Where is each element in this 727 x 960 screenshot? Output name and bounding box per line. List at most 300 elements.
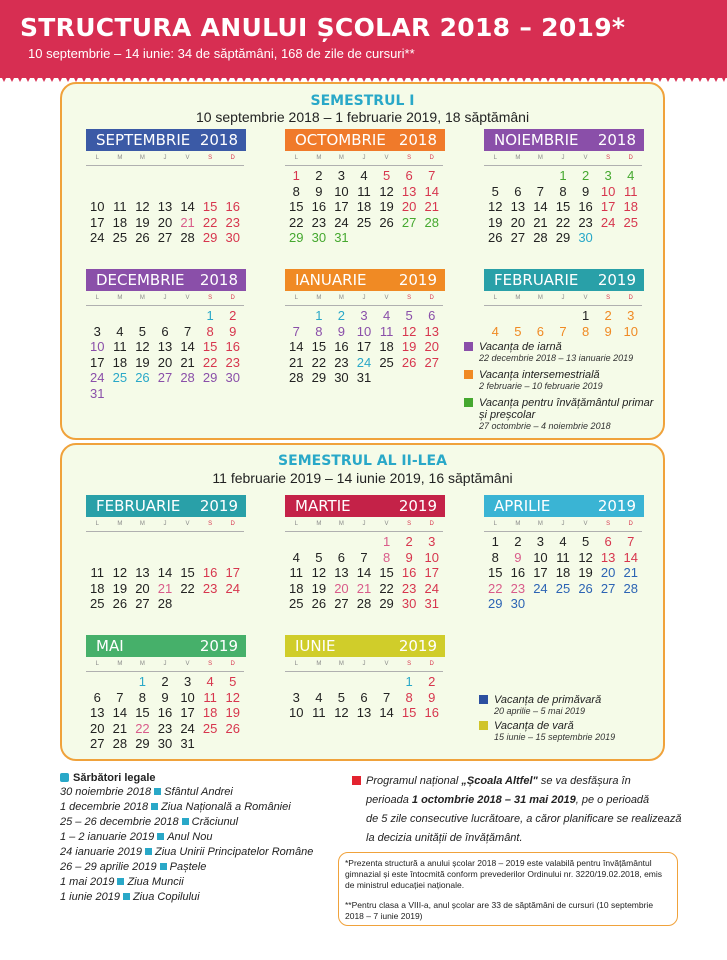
day-cell: 7 — [116, 689, 124, 705]
day-cell: 28 — [623, 580, 638, 596]
day-cell: 18 — [289, 580, 304, 596]
day-cell: 15 — [180, 565, 195, 580]
day-cell: 23 — [401, 580, 417, 596]
weekday-row — [285, 151, 443, 166]
day-cell: 19 — [401, 339, 417, 354]
day-cell: 7 — [627, 534, 635, 549]
day-cell: 28 — [533, 230, 548, 245]
weekday-label: J — [561, 295, 565, 301]
weekday-label: J — [163, 661, 167, 667]
weekday-label: J — [163, 521, 167, 527]
legend-title: Vacanța intersemestrială — [479, 369, 600, 381]
day-cell: 21 — [533, 214, 548, 230]
month-name: FEBRUARIE — [494, 271, 579, 289]
holiday-date: 1 iunie 2019 — [60, 891, 120, 903]
day-cell: 5 — [405, 308, 413, 323]
holidays-title-text: Sărbători legale — [73, 772, 156, 784]
day-cell: 14 — [180, 199, 195, 214]
day-cell: 27 — [510, 230, 526, 245]
day-cell: 4 — [206, 674, 214, 689]
day-cell: 26 — [578, 580, 593, 596]
weekday-label: D — [429, 521, 434, 527]
weekday-label: V — [384, 661, 389, 667]
month-header — [484, 269, 644, 291]
day-cell: 30 — [311, 230, 327, 245]
day-cell: 1 — [382, 534, 391, 549]
weekday-row — [484, 517, 642, 532]
day-cell: 13 — [510, 199, 526, 214]
day-cell: 23 — [202, 580, 218, 596]
teal-square-icon — [123, 893, 130, 900]
day-cell: 30 — [157, 736, 173, 751]
day-cell: 8 — [581, 323, 590, 339]
weekday-label: M — [139, 295, 145, 301]
day-cell: 14 — [379, 705, 394, 720]
day-cell: 20 — [157, 214, 173, 230]
holiday-date: 30 noiembrie 2018 — [60, 786, 152, 798]
day-cell: 12 — [488, 199, 503, 214]
day-cell — [131, 184, 154, 200]
day-cell: 12 — [311, 565, 327, 580]
weekday-label: S — [208, 521, 213, 527]
day-cell: 25 — [112, 230, 128, 245]
day-cell: 2 — [604, 308, 612, 323]
day-cell: 16 — [311, 199, 327, 214]
holiday-date: 1 – 2 ianuarie 2019 — [60, 831, 155, 843]
day-cell: 5 — [581, 534, 590, 549]
day-cell: 29 — [488, 596, 503, 611]
day-cell: 29 — [135, 736, 150, 751]
day-cell: 4 — [360, 168, 368, 183]
day-cell: 26 — [112, 596, 128, 611]
page-subtitle: 10 septembrie – 14 iunie: 34 de săptămâni, 168 de zile de cursuri** — [28, 46, 415, 61]
day-cell: 2 — [428, 674, 436, 689]
day-cell: 1 — [405, 674, 413, 689]
day-cell: 3 — [337, 168, 346, 183]
day-cell: 20 — [401, 199, 417, 214]
day-cell: 26 — [311, 596, 327, 611]
day-cell: 11 — [379, 323, 394, 339]
day-cell: 21 — [180, 354, 195, 370]
day-cell: 19 — [379, 199, 394, 214]
legal-holidays — [60, 772, 340, 906]
day-cell: 3 — [93, 323, 101, 339]
teal-square-icon — [117, 878, 124, 885]
month-name: IUNIE — [295, 637, 336, 655]
day-cell: 25 — [555, 580, 571, 596]
day-cell: 21 — [424, 199, 439, 214]
weekday-label: D — [628, 155, 633, 161]
weekday-label: D — [429, 661, 434, 667]
day-cell: 13 — [157, 339, 173, 354]
day-grid — [86, 674, 246, 752]
weekday-label: M — [537, 521, 543, 527]
day-cell: 8 — [559, 183, 567, 199]
weekday-row — [86, 151, 244, 166]
weekday-label: D — [230, 661, 235, 667]
weekday-row — [285, 657, 443, 672]
weekday-label: D — [230, 295, 235, 301]
weekday-label: D — [628, 295, 633, 301]
day-cell: 17 — [533, 565, 548, 580]
month-name: FEBRUARIE — [96, 497, 181, 515]
day-cell: 11 — [556, 549, 570, 565]
day-cell: 5 — [138, 323, 147, 339]
day-cell: 1 — [292, 168, 300, 183]
weekday-label: S — [407, 521, 412, 527]
day-cell: 13 — [90, 705, 105, 720]
month-year: 2018 — [199, 131, 238, 149]
weekday-row — [86, 657, 244, 672]
weekday-label: J — [163, 155, 167, 161]
day-cell: 19 — [135, 354, 150, 370]
weekday-label: M — [338, 661, 344, 667]
altfel-text: , pe o perioadă — [575, 794, 650, 806]
day-cell: 25 — [90, 596, 105, 611]
day-grid — [285, 168, 445, 246]
day-cell: 9 — [229, 323, 237, 339]
day-cell: 11 — [90, 565, 105, 580]
holiday-date: 24 ianuarie 2019 — [60, 846, 142, 858]
day-cell: 10 — [90, 339, 105, 354]
day-cell: 1 — [315, 308, 323, 323]
day-cell: 3 — [604, 168, 612, 183]
weekday-label: V — [185, 295, 190, 301]
month-calendar — [86, 269, 246, 401]
day-cell: 23 — [311, 214, 327, 230]
day-cell: 2 — [161, 674, 169, 689]
day-cell: 15 — [311, 339, 327, 354]
day-cell: 24 — [600, 214, 616, 230]
day-cell: 27 — [157, 230, 173, 245]
weekday-label: V — [583, 295, 588, 301]
day-cell: 10 — [623, 323, 638, 339]
day-cell: 18 — [356, 199, 372, 214]
altfel-period: 1 octombrie 2018 – 31 mai 2019 — [411, 794, 576, 806]
day-cell: 24 — [334, 214, 349, 230]
day-cell: 29 — [311, 370, 327, 385]
holiday-item — [60, 891, 340, 906]
day-cell: 20 — [424, 339, 439, 354]
day-cell: 14 — [112, 705, 128, 720]
day-cell: 23 — [225, 214, 240, 230]
day-cell: 4 — [627, 168, 635, 183]
holiday-date: 26 – 29 aprilie 2019 — [60, 861, 157, 873]
purple-square-icon — [464, 342, 473, 351]
weekday-label: D — [429, 295, 434, 301]
yellow-square-icon — [479, 721, 488, 730]
day-cell: 13 — [135, 565, 150, 580]
day-cell: 21 — [180, 214, 195, 230]
day-cell: 29 — [555, 230, 571, 245]
day-cell: 12 — [112, 565, 128, 580]
weekday-label: S — [208, 295, 213, 301]
semester-1-title: SEMESTRUL I — [310, 93, 415, 109]
day-cell: 5 — [491, 183, 499, 199]
day-cell: 27 — [334, 596, 349, 611]
day-cell: 28 — [157, 596, 173, 611]
weekday-label: M — [338, 155, 344, 161]
holiday-name: Paștele — [169, 861, 207, 873]
day-cell: 3 — [428, 534, 436, 549]
day-cell: 10 — [356, 323, 372, 339]
day-cell: 9 — [315, 183, 323, 199]
weekday-row — [285, 291, 443, 306]
day-cell: 15 — [555, 199, 571, 214]
footnote-1: *Prezenta structură a anului școlar 2018 – 2019 este valabilă pentru învățământul gimnazial și este întocmită conform prevederilor Ordinului nr. 3220/19.02.2018, emis de ministrul educației naționale. — [345, 858, 663, 890]
day-cell — [176, 534, 199, 550]
day-cell — [86, 550, 109, 566]
month-name: OCTOMBRIE — [295, 131, 386, 149]
day-cell: 28 — [356, 596, 372, 611]
month-header — [285, 635, 445, 657]
day-cell: 20 — [510, 214, 526, 230]
day-cell — [131, 550, 154, 566]
legend-title: Vacanța de primăvară — [494, 694, 602, 706]
day-cell: 16 — [157, 705, 173, 720]
red-square-icon — [352, 776, 361, 785]
weekday-label: V — [384, 155, 389, 161]
day-cell: 31 — [334, 230, 349, 245]
day-cell: 13 — [356, 705, 372, 720]
day-cell: 7 — [536, 183, 545, 199]
holiday-name: Ziua Unirii Principatelor Române — [154, 846, 314, 858]
month-calendar — [86, 635, 246, 752]
weekday-label: S — [606, 295, 611, 301]
day-grid — [285, 308, 445, 386]
month-year: 2019 — [597, 497, 636, 515]
weekday-label: S — [208, 155, 213, 161]
day-grid — [285, 674, 445, 721]
day-cell: 9 — [604, 323, 612, 339]
weekday-label: M — [316, 521, 322, 527]
weekday-row — [86, 291, 244, 306]
altfel-text: se va desfășura în — [540, 775, 631, 787]
day-cell: 20 — [135, 580, 150, 596]
holiday-name: Ziua Muncii — [127, 876, 184, 888]
teal-square-icon — [157, 833, 164, 840]
day-cell: 21 — [289, 354, 304, 370]
day-cell: 10 — [424, 549, 439, 565]
day-cell: 30 — [334, 370, 349, 385]
day-cell: 14 — [289, 339, 304, 354]
day-cell: 5 — [315, 549, 323, 565]
day-cell: 17 — [334, 199, 349, 214]
weekday-label: M — [537, 295, 543, 301]
day-cell: 17 — [90, 354, 105, 370]
day-cell: 13 — [401, 183, 417, 199]
day-cell: 18 — [555, 565, 571, 580]
weekday-label: L — [294, 661, 298, 667]
day-cell: 12 — [135, 199, 150, 214]
day-cell — [221, 168, 244, 184]
legend-summer-vacation — [479, 720, 615, 742]
month-calendar — [484, 129, 644, 246]
month-name: NOIEMBRIE — [494, 131, 579, 149]
day-cell: 15 — [401, 705, 417, 720]
day-cell: 22 — [379, 580, 394, 596]
day-cell: 12 — [334, 705, 349, 720]
day-cell: 15 — [202, 339, 218, 354]
weekday-label: V — [185, 521, 190, 527]
weekday-label: L — [294, 295, 298, 301]
day-cell: 29 — [202, 230, 218, 245]
day-cell: 8 — [491, 549, 499, 565]
day-cell: 2 — [315, 168, 323, 183]
weekday-label: L — [493, 521, 497, 527]
day-cell: 11 — [203, 689, 217, 705]
day-cell: 7 — [183, 323, 192, 339]
day-cell: 22 — [311, 354, 327, 370]
day-cell: 2 — [405, 534, 413, 549]
day-cell: 8 — [315, 323, 323, 339]
day-cell: 22 — [289, 214, 304, 230]
day-grid — [285, 534, 445, 612]
month-header — [86, 269, 246, 291]
day-cell: 19 — [112, 580, 128, 596]
day-cell: 5 — [382, 168, 391, 183]
semester-2-subtitle: 11 februarie 2019 – 14 iunie 2019, 16 săptămâni — [212, 470, 513, 486]
day-cell: 9 — [161, 689, 169, 705]
legend-range: 15 iunie – 15 septembrie 2019 — [494, 732, 616, 742]
day-cell: 18 — [623, 199, 638, 214]
teal-square-icon — [151, 803, 158, 810]
day-cell: 28 — [180, 230, 195, 245]
day-cell: 5 — [337, 689, 346, 705]
weekday-label: L — [294, 155, 298, 161]
day-cell: 24 — [90, 230, 105, 245]
month-name: MARTIE — [295, 497, 351, 515]
day-cell: 20 — [157, 354, 173, 370]
month-header — [285, 129, 445, 151]
holidays-title — [60, 772, 340, 784]
legend-range: 22 decembrie 2018 – 13 ianuarie 2019 — [479, 353, 634, 363]
weekday-label: V — [384, 521, 389, 527]
holiday-item — [60, 831, 340, 846]
day-cell: 26 — [488, 230, 503, 245]
day-grid — [86, 168, 246, 246]
month-year: 2019 — [597, 271, 636, 289]
day-cell: 29 — [202, 370, 218, 385]
holiday-item — [60, 816, 340, 831]
month-calendar — [484, 269, 644, 339]
weekday-label: M — [338, 521, 344, 527]
holiday-date: 1 mai 2019 — [60, 876, 115, 888]
weekday-label: M — [139, 155, 145, 161]
weekday-label: M — [316, 295, 322, 301]
weekday-label: M — [316, 155, 322, 161]
day-cell: 28 — [424, 214, 439, 230]
teal-square-icon — [182, 818, 189, 825]
day-cell: 28 — [289, 370, 304, 385]
holiday-name: Sfântul Andrei — [164, 786, 233, 798]
weekday-label: M — [338, 295, 344, 301]
day-cell: 26 — [135, 370, 150, 385]
holiday-name: Anul Nou — [167, 831, 213, 843]
holiday-item — [60, 846, 340, 861]
month-year: 2019 — [398, 637, 437, 655]
day-cell: 14 — [180, 339, 195, 354]
day-cell: 20 — [600, 565, 616, 580]
day-cell: 26 — [225, 720, 240, 736]
day-cell: 23 — [225, 354, 240, 370]
day-cell: 14 — [623, 549, 638, 565]
weekday-label: L — [95, 295, 99, 301]
day-cell: 12 — [379, 183, 394, 199]
legend-range: 27 octombrie – 4 noiembrie 2018 — [479, 421, 611, 431]
day-cell: 27 — [90, 736, 105, 751]
weekday-label: D — [230, 155, 235, 161]
scoala-altfel-note — [352, 772, 682, 848]
weekday-label: D — [230, 521, 235, 527]
month-name: SEPTEMBRIE — [96, 131, 191, 149]
day-cell: 14 — [356, 565, 372, 580]
weekday-row — [285, 517, 443, 532]
weekday-label: V — [384, 295, 389, 301]
holiday-item — [60, 801, 340, 816]
day-cell: 10 — [600, 183, 616, 199]
day-cell: 9 — [581, 183, 590, 199]
day-cell: 30 — [510, 596, 526, 611]
day-cell: 25 — [379, 354, 394, 370]
day-cell: 15 — [289, 199, 304, 214]
day-cell: 12 — [401, 323, 417, 339]
day-cell: 16 — [202, 565, 218, 580]
weekday-label: L — [95, 661, 99, 667]
month-year: 2019 — [398, 271, 437, 289]
legend-title: Vacanța de iarnă — [479, 341, 562, 353]
day-cell — [154, 550, 177, 566]
weekday-label: J — [163, 295, 167, 301]
day-cell: 5 — [229, 674, 237, 689]
day-cell: 17 — [90, 214, 105, 230]
day-cell: 6 — [337, 549, 346, 565]
day-grid — [484, 308, 644, 339]
day-cell: 19 — [135, 214, 150, 230]
month-calendar — [285, 269, 445, 386]
day-cell: 24 — [180, 720, 195, 736]
day-cell: 13 — [334, 565, 349, 580]
weekday-row — [86, 517, 244, 532]
month-header — [285, 269, 445, 291]
day-cell: 3 — [183, 674, 192, 689]
day-cell: 15 — [135, 705, 150, 720]
weekday-row — [484, 151, 642, 166]
day-cell: 2 — [514, 534, 522, 549]
day-cell: 12 — [135, 339, 150, 354]
weekday-label: S — [407, 155, 412, 161]
holiday-date: 25 – 26 decembrie 2018 — [60, 816, 179, 828]
day-cell: 19 — [578, 565, 593, 580]
day-cell: 18 — [112, 214, 128, 230]
month-year: 2018 — [398, 131, 437, 149]
day-cell: 22 — [202, 354, 218, 370]
day-grid — [484, 534, 644, 612]
month-year: 2018 — [597, 131, 636, 149]
day-cell: 4 — [116, 323, 124, 339]
day-cell: 19 — [311, 580, 327, 596]
legend-intersemester-vacation — [464, 369, 603, 391]
month-header — [86, 635, 246, 657]
day-cell — [176, 550, 199, 566]
weekday-label: L — [294, 521, 298, 527]
day-cell: 25 — [289, 596, 304, 611]
weekday-label: S — [407, 295, 412, 301]
semester-2-title: SEMESTRUL AL II-LEA — [278, 453, 447, 469]
holiday-name: Ziua Copilului — [132, 891, 200, 903]
green-square-icon — [464, 398, 473, 407]
weekday-label: J — [362, 661, 366, 667]
